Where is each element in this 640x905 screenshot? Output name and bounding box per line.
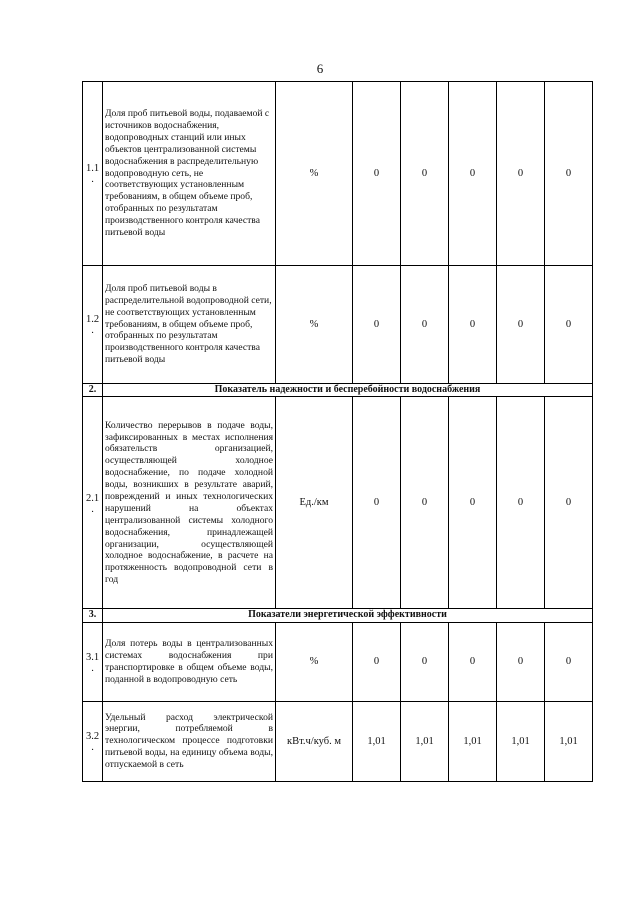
value-cell: 0 <box>449 82 497 266</box>
section-title: Показатель надежности и бесперебойности водоснабжения <box>103 384 593 397</box>
row-number: 3.2 . <box>83 701 103 781</box>
indicator-description: Доля проб питьевой воды, подаваемой с источников водоснабжения, водопроводных станций или иных объектов централизованной системы водоснабжения в распределительную водопроводную сеть, не соответствующих установленным требованиям, в общем объеме проб, отобранных по результатам производственного контроля качества питьевой воды <box>103 82 276 266</box>
table-row <box>83 266 593 384</box>
section-row <box>83 384 593 397</box>
value-cell: 0 <box>401 622 449 701</box>
section-title: Показатели энергетической эффективности <box>103 609 593 622</box>
value-cell: 0 <box>497 397 545 609</box>
value-cell: 0 <box>545 266 593 384</box>
value-cell: 0 <box>545 82 593 266</box>
value-cell: 0 <box>353 82 401 266</box>
value-cell: 0 <box>353 622 401 701</box>
unit-cell: кВт.ч/куб. м <box>276 701 353 781</box>
value-cell: 0 <box>449 397 497 609</box>
value-cell: 0 <box>545 397 593 609</box>
value-cell: 0 <box>497 266 545 384</box>
indicators-table <box>82 81 593 782</box>
unit-cell: % <box>276 82 353 266</box>
section-row <box>83 609 593 622</box>
value-cell: 1,01 <box>353 701 401 781</box>
page-number: 6 <box>316 61 324 76</box>
indicator-description: Количество перерывов в подаче воды, зафиксированных в местах исполнения обязательств организацией, осуществляющей холодное водоснабжение, по подаче холодной воды, возникших в результате аварий, повреждений и иных технологических нарушений на объектах централизованной системы холодного водоснабжения, принадлежащей организации, осуществляющей холодное водоснабжение, в расчете на протяженность водопроводной сети в год <box>103 397 276 609</box>
value-cell: 0 <box>497 82 545 266</box>
value-cell: 0 <box>449 266 497 384</box>
value-cell: 0 <box>545 622 593 701</box>
unit-cell: % <box>276 266 353 384</box>
value-cell: 0 <box>497 622 545 701</box>
row-number: 2.1 . <box>83 397 103 609</box>
value-cell: 0 <box>449 622 497 701</box>
row-number: 1.1 . <box>83 82 103 266</box>
indicator-description: Доля потерь воды в централизованных системах водоснабжения при транспортировке в общем объеме воды, поданной в водопроводную сеть <box>103 622 276 701</box>
table-row <box>83 622 593 701</box>
table-row <box>83 82 593 266</box>
indicator-description: Доля проб питьевой воды в распределительной водопроводной сети, не соответствующих установленным требованиям, в общем объеме проб, отобранных по результатам производственного контроля качества питьевой воды <box>103 266 276 384</box>
value-cell: 1,01 <box>497 701 545 781</box>
value-cell: 0 <box>353 266 401 384</box>
section-number: 2. <box>83 384 103 397</box>
row-number: 1.2 . <box>83 266 103 384</box>
value-cell: 0 <box>353 397 401 609</box>
value-cell: 0 <box>401 397 449 609</box>
value-cell: 1,01 <box>449 701 497 781</box>
indicator-description: Удельный расход электрической энергии, потребляемой в технологическом процессе подготовки питьевой воды, на единицу объема воды, отпускаемой в сеть <box>103 701 276 781</box>
section-number: 3. <box>83 609 103 622</box>
row-number: 3.1 . <box>83 622 103 701</box>
value-cell: 0 <box>401 82 449 266</box>
value-cell: 1,01 <box>401 701 449 781</box>
table-row <box>83 397 593 609</box>
value-cell: 0 <box>401 266 449 384</box>
unit-cell: % <box>276 622 353 701</box>
unit-cell: Ед./км <box>276 397 353 609</box>
value-cell: 1,01 <box>545 701 593 781</box>
table-row <box>83 701 593 781</box>
